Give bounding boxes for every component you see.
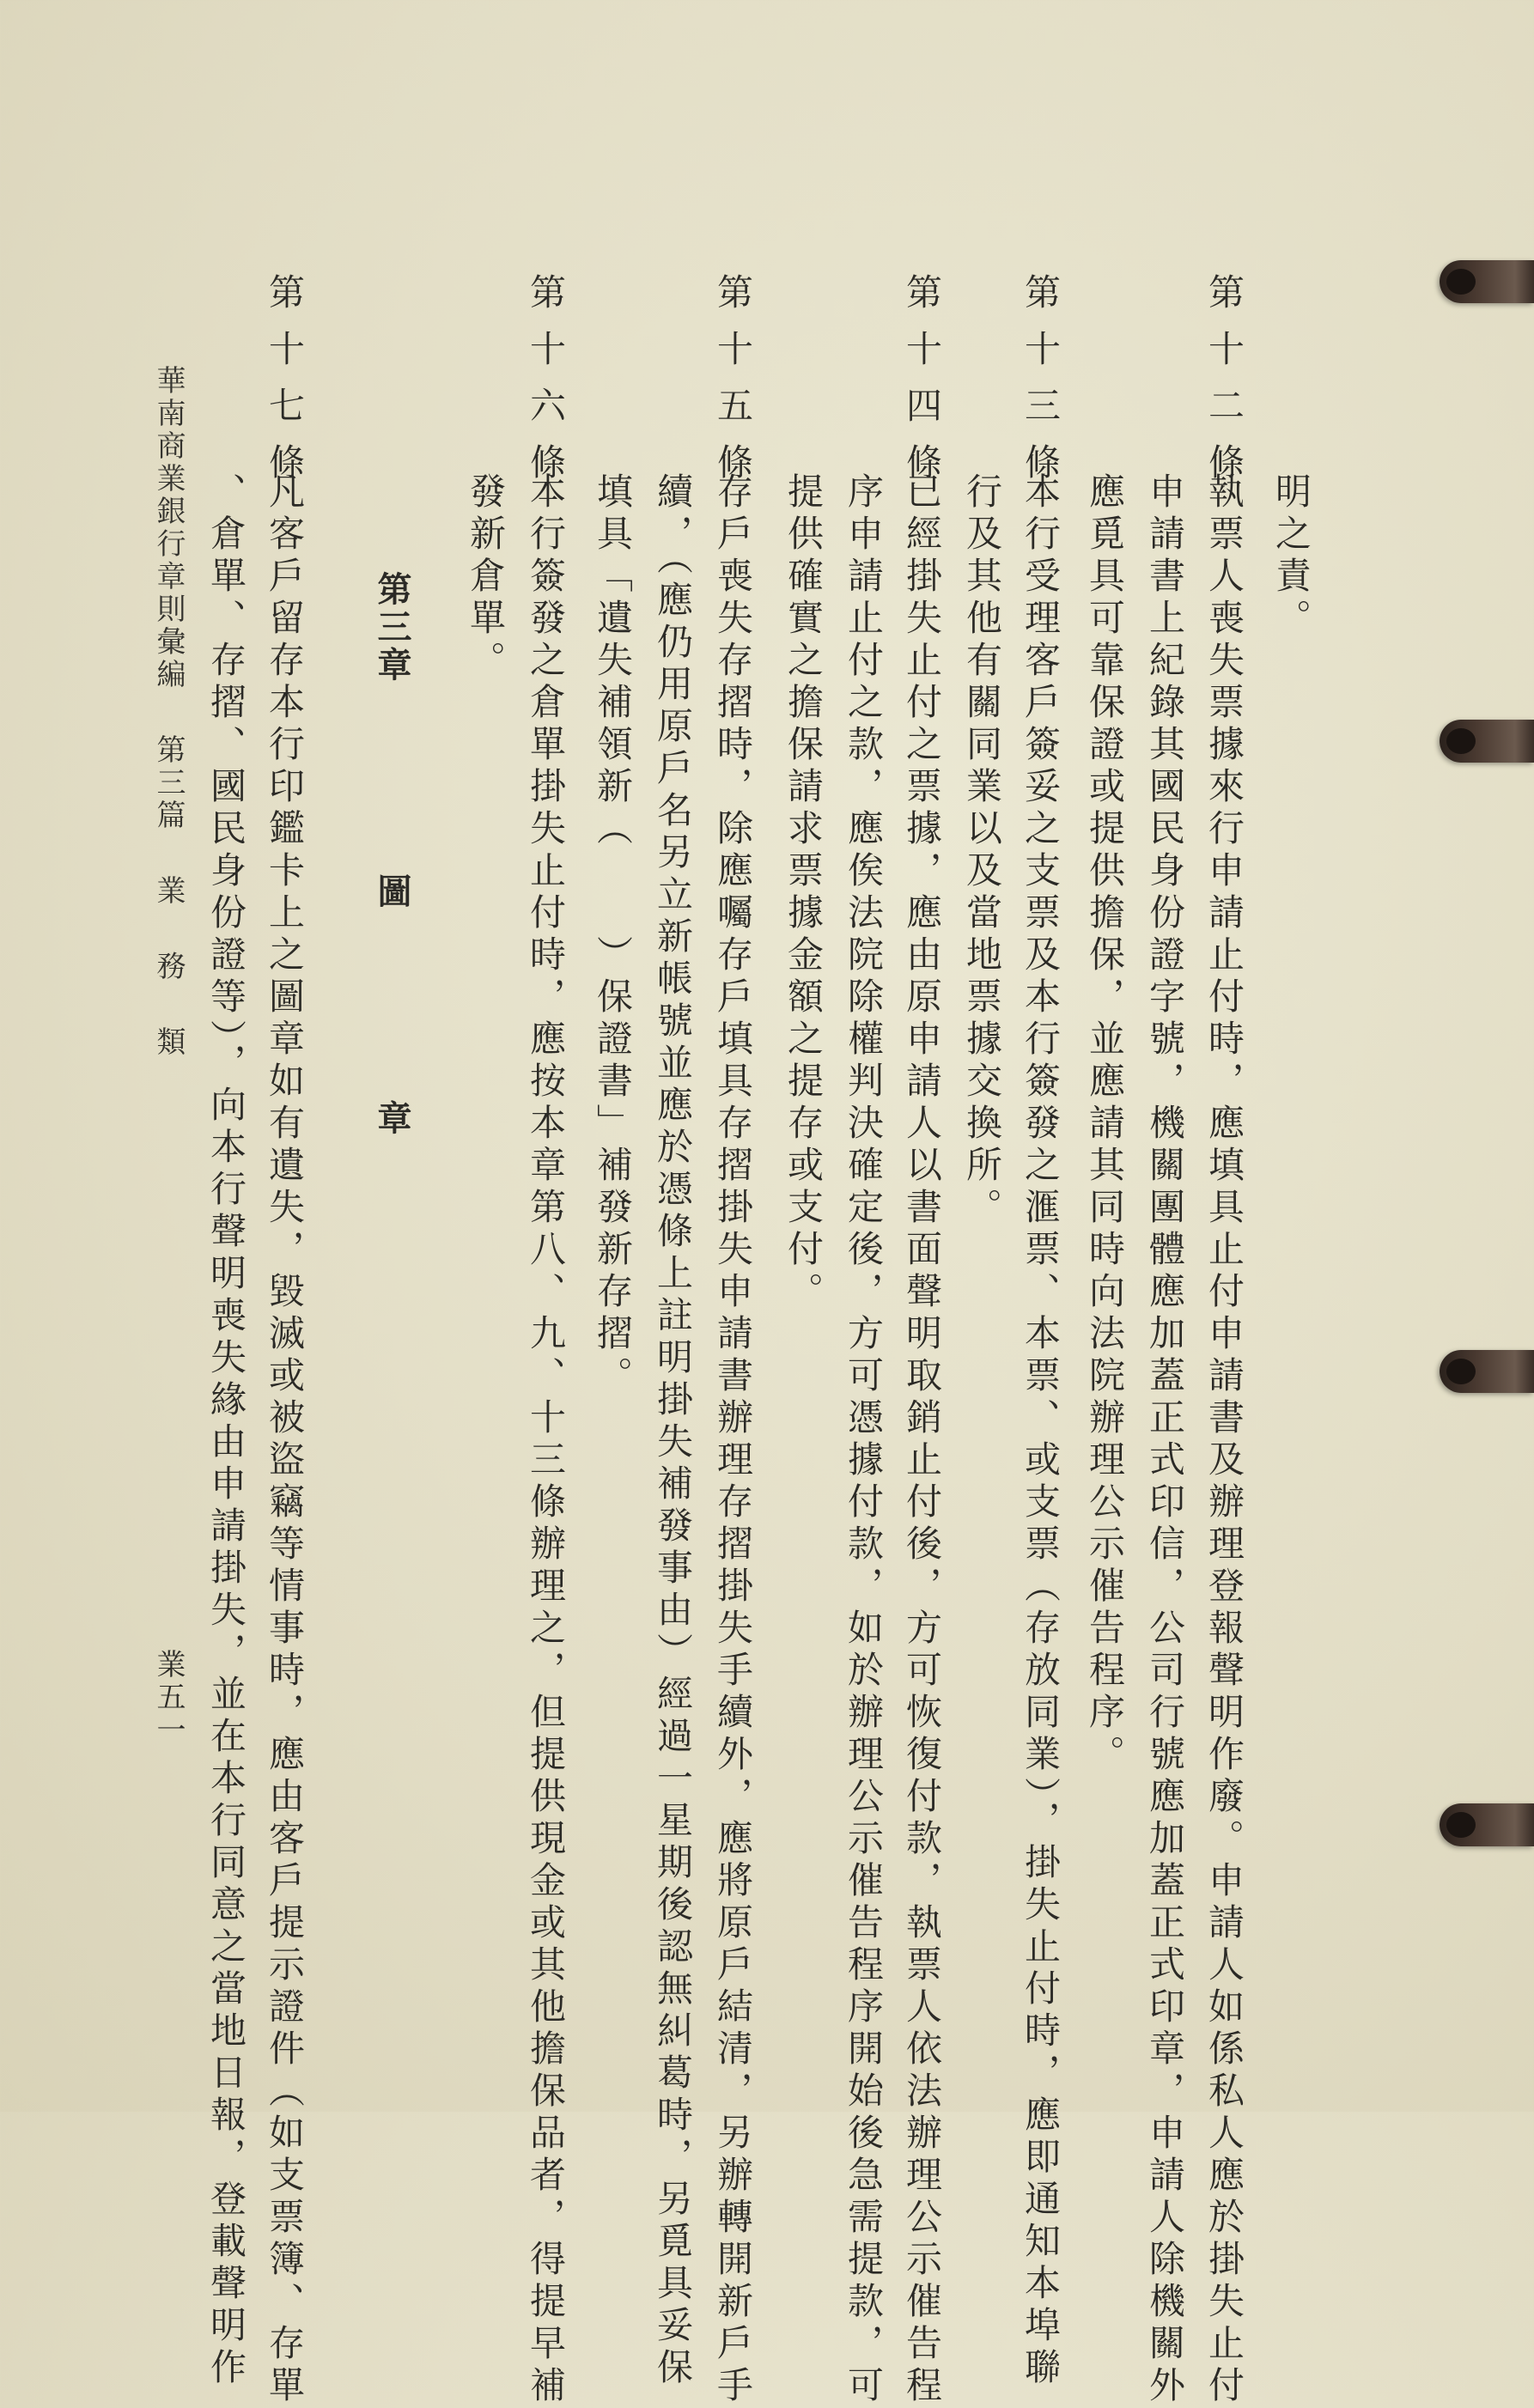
article-17-label: 第十七條	[264, 273, 306, 500]
article-17-line-2: 、倉單、存摺、國民身份證等），向本行聲明喪失緣由申請掛失，並在本行同意之當地日報，登載聲明作	[205, 472, 247, 2390]
binding-hole	[1440, 1350, 1534, 1393]
article-15-line-2: 續，（應仍用原戶名另立新帳號並應於憑條上註明掛失補發事由）經過一星期後認無糾葛時，另覓具妥保	[652, 472, 694, 2390]
article-14-label: 第十四條	[901, 273, 943, 500]
chapter-title-char: 章	[372, 1100, 412, 1138]
article-17-line-1: 凡客戶留存本行印鑑卡上之圖章如有遺失，毀滅或被盜竊等情事時，應由客戶提示證件（如支票簿、存單	[264, 472, 306, 2408]
footer-category-char: 業	[151, 875, 186, 908]
page-number: 業五一	[151, 1649, 186, 1747]
footer-book-title: 華南商業銀行章則彙編	[151, 365, 186, 691]
article-12-line-2: 申請書上紀錄其國民身份證字號，機關團體應加蓋正式印信，公司行號應加蓋正式印章，申請人除機關外	[1144, 472, 1186, 2408]
article-13-line-2: 行及其他有關同業以及當地票據交換所。	[961, 472, 1003, 1230]
article-12-continuation: 明之責。	[1270, 472, 1312, 641]
article-12-line-1: 執票人喪失票據來行申請止付時，應填具止付申請書及辦理登報聲明作廢。申請人如係私人應於掛失止付	[1203, 472, 1245, 2408]
article-15-line-3: 填具「遺失補領新（ ）保證書」補發新存摺。	[592, 472, 634, 1398]
article-12-label: 第十二條	[1203, 273, 1245, 500]
footer-part: 第三篇	[151, 734, 186, 832]
article-15-label: 第十五條	[712, 273, 754, 500]
article-13-label: 第十三條	[1020, 273, 1062, 500]
footer-category-char: 務	[151, 951, 186, 983]
binding-hole	[1440, 260, 1534, 303]
article-16-line-2: 發新倉單。	[465, 472, 507, 683]
article-12-line-3: 應覓具可靠保證或提供擔保，並應請其同時向法院辦理公示催告程序。	[1084, 472, 1126, 1777]
article-16-label: 第十六條	[525, 273, 567, 500]
article-14-line-2: 序申請止付之款，應俟法院除權判決確定後，方可憑據付款，如於辦理公示催告程序開始後急需提款，可	[843, 472, 885, 2408]
article-14-line-3: 提供確實之擔保請求票據金額之提存或支付。	[782, 472, 825, 1314]
article-13-line-1: 本行受理客戶簽妥之支票及本行簽發之滙票、本票、或支票（存放同業），掛失止付時，應即通知本埠聯	[1020, 472, 1062, 2390]
footer-category-char: 類	[151, 1026, 186, 1059]
binding-hole	[1440, 720, 1534, 763]
article-16-line-1: 本行簽發之倉單掛失止付時，應按本章第八、九、十三條辦理之，但提供現金或其他擔保品者，得提早補	[525, 472, 567, 2408]
chapter-number: 第三章	[372, 571, 412, 684]
article-15-line-1: 存戶喪失存摺時，除應囑存戶填具存摺掛失申請書辦理存摺掛失手續外，應將原戶結清，另辦轉開新戶手	[712, 472, 754, 2408]
article-14-line-1: 已經掛失止付之票據，應由原申請人以書面聲明取銷止付後，方可恢復付款，執票人依法辦理公示催告程	[901, 472, 943, 2408]
page-footer	[148, 365, 190, 1059]
chapter-title-char: 圖	[372, 873, 412, 911]
binding-hole	[1440, 1803, 1534, 1846]
chapter-title	[368, 571, 417, 1138]
